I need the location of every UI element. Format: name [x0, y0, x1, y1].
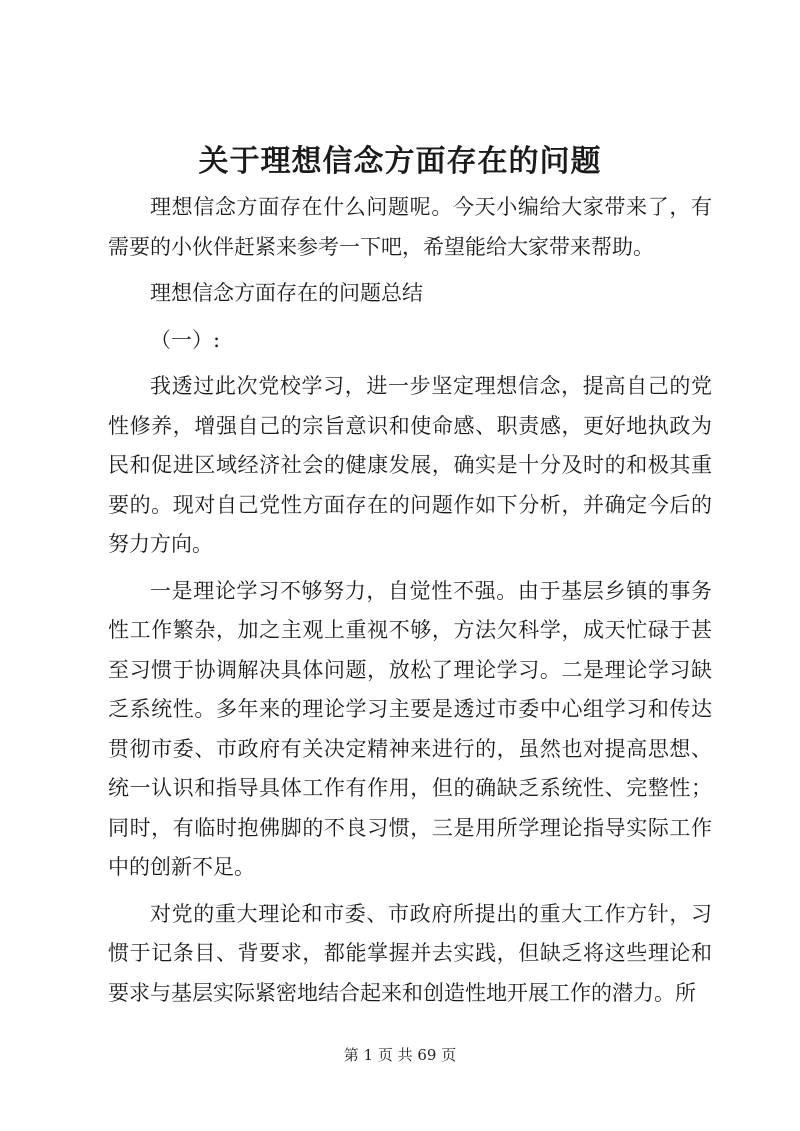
body-paragraph: 对党的重大理论和市委、市政府所提出的重大工作方针，习惯于记条目、背要求，都能掌握并去实践，但缺乏将这些理论和要求与基层实际紧密地结合起来和创造性地开展工作的潜力。所 [108, 901, 712, 1005]
intro-paragraph: 理想信念方面存在什么问题呢。今天小编给大家带来了，有需要的小伙伴赶紧来参考一下吧，希望能给大家带来帮助。 [108, 195, 712, 259]
document-title: 关于理想信念方面存在的问题 [198, 144, 602, 179]
section-number: （一）: [150, 327, 221, 352]
page-footer: 第 1 页 共 69 页 [343, 1046, 457, 1064]
section-heading: 理想信念方面存在的问题总结 [150, 281, 423, 305]
document-body [108, 188, 712, 1013]
body-paragraph: 我透过此次党校学习，进一步坚定理想信念，提高自己的党性修养，增强自己的宗旨意识和使命感、职责感，更好地执政为民和促进区域经济社会的健康发展，确实是十分及时的和极其重要的。现对自己党性方面存在的问题作如下分析，并确定今后的努力方向。 [108, 374, 712, 556]
body-paragraph: 一是理论学习不够努力，自觉性不强。由于基层乡镇的事务性工作繁杂，加之主观上重视不够，方法欠科学，成天忙碌于甚至习惯于协调解决具体问题，放松了理论学习。二是理论学习缺乏系统性。多年来的理论学习主要是透过市委中心组学习和传达贯彻市委、市政府有关决定精神来进行的，虽然也对提高思想、统一认识和指导具体工作有作用，但的确缺乏系统性、完整性；同时，有临时抱佛脚的不良习惯，三是用所学理论指导实际工作中的创新不足。 [108, 578, 712, 879]
